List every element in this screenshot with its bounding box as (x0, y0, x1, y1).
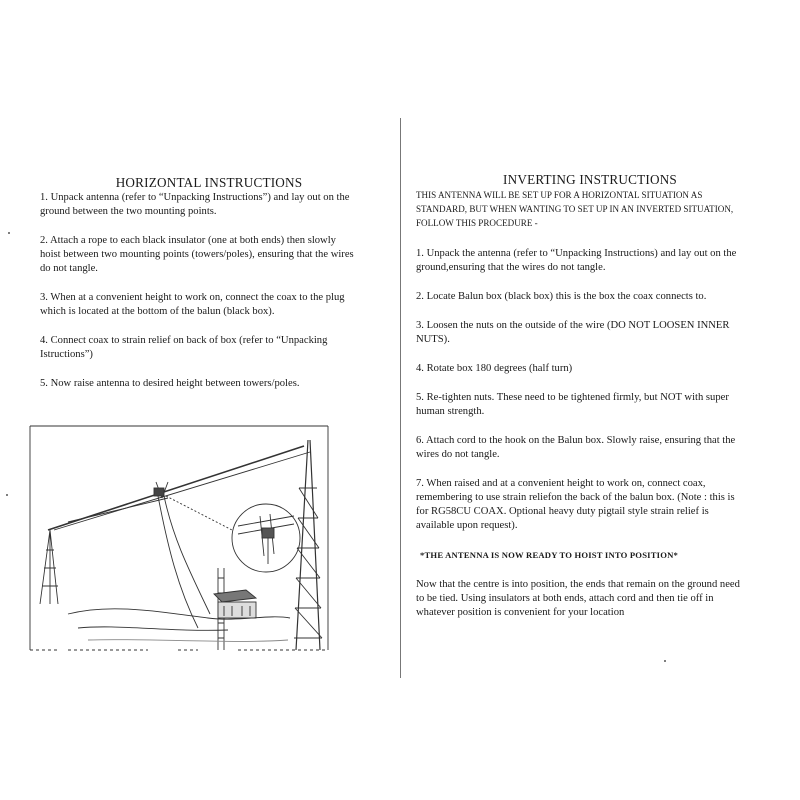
ready-to-hoist-notice: *THE ANTENNA IS NOW READY TO HOIST INTO POSITION* (420, 550, 678, 560)
inverting-intro: THIS ANTENNA WILL BE SET UP FOR A HORIZONTAL SITUATION AS STANDARD, BUT WHEN WANTING TO SET UP IN AN INVERTED SITUATION, FOLLOW THIS PROCEDURE - (416, 190, 734, 228)
horizontal-step-1: 1. Unpack antenna (refer to “Unpacking Instructions”) and lay out on the ground between the two mounting points. (40, 192, 350, 217)
inverting-step-1: 1. Unpack the antenna (refer to “Unpacking Instructions) and lay out on the ground,ensuring that the wires do not tangle. (416, 248, 737, 273)
inverting-step-5: 5. Re-tighten nuts. These need to be tightened firmly, but NOT with super human strength. (416, 392, 729, 417)
antenna-installation-illustration (28, 418, 332, 654)
horizontal-step-3: 3. When at a convenient height to work on, connect the coax to the plug which is located at the bottom of the balun (black box). (40, 292, 345, 317)
scan-speck (8, 232, 10, 234)
inverting-instructions-title: INVERTING INSTRUCTIONS (503, 172, 677, 187)
horizontal-step-4: 4. Connect coax to strain relief on back of box (refer to “Unpacking Istructions”) (40, 335, 328, 360)
horizontal-instructions-column (40, 176, 358, 406)
inverting-instructions-column (416, 173, 746, 635)
inverting-step-6: 6. Attach cord to the hook on the Balun box. Slowly raise, ensuring that the wires do not tangle. (416, 435, 736, 460)
horizontal-step-5: 5. Now raise antenna to desired height between towers/poles. (40, 378, 300, 389)
inverting-step-7: 7. When raised and at a convenient height to work on, connect coax, remembering to use strain reliefon the back of the balun box. (Note : this is for RG58CU COAX. Optional heavy duty pigtail style strain relief is available upon request). (416, 478, 735, 531)
page-divider (400, 118, 401, 678)
inverting-closing-paragraph: Now that the centre is into position, the ends that remain on the ground need to be tied. Using insulators at both ends, attach cord and then tie off in whatever position is convenient for your location (416, 579, 740, 618)
inverting-step-2: 2. Locate Balun box (black box) this is the box the coax connects to. (416, 291, 707, 302)
inverting-step-4: 4. Rotate box 180 degrees (half turn) (416, 363, 573, 374)
horizontal-instructions-title: HORIZONTAL INSTRUCTIONS (115, 175, 303, 190)
horizontal-step-2: 2. Attach a rope to each black insulator (one at both ends) then slowly hoist between two mounting points (towers/poles), ensuring that the wires do not tangle. (40, 235, 354, 274)
scan-speck (6, 494, 8, 496)
inverting-step-3: 3. Loosen the nuts on the outside of the wire (DO NOT LOOSEN INNER NUTS). (416, 320, 730, 345)
scan-speck (664, 660, 666, 662)
